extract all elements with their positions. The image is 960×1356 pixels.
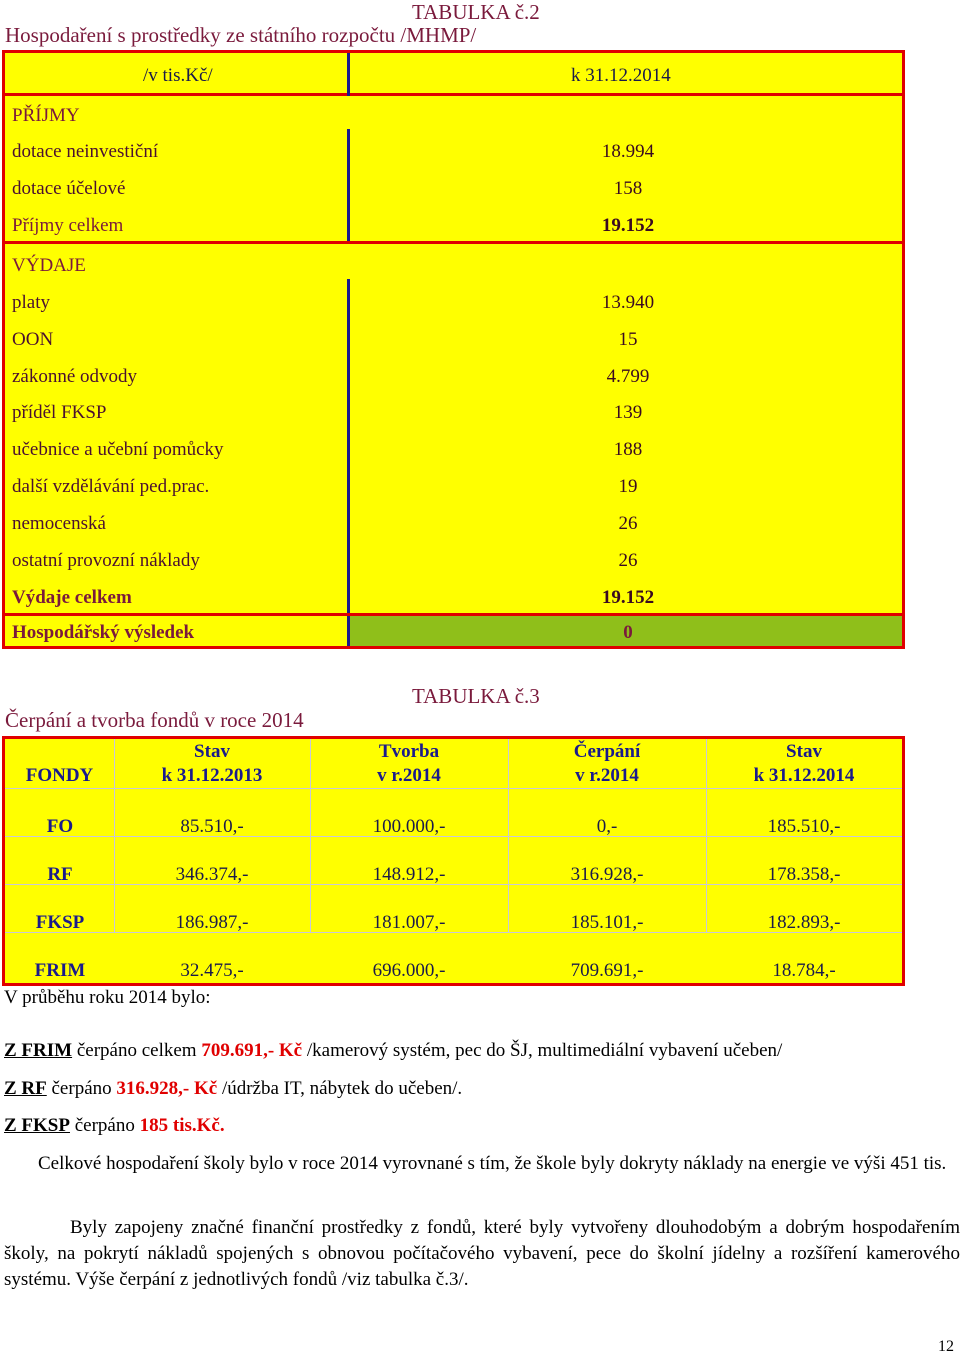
expense-value: 19 xyxy=(618,476,638,497)
note-frim-verb: čerpáno celkem xyxy=(72,1040,202,1061)
budget-table-header xyxy=(5,53,902,96)
expense-row xyxy=(5,402,902,439)
income-value: 18.994 xyxy=(601,141,655,162)
fund-creation: 181.007,- xyxy=(372,912,446,933)
expense-row xyxy=(5,439,902,476)
fund-drawing: 316.928,- xyxy=(570,864,644,885)
paragraph-funds: Byly zapojeny značné finanční prostředky z fondů, které byly vytvořeny dlouhodobým a dobrým hospodařením školy, na pokrytí nákladů spojených s obnovou počítačového vybavení, pece do školní jídelny a rozšíření kamerového systému. Výše čerpání z jednotlivých fondů /viz tabulka č.3/. xyxy=(4,1217,960,1290)
table3-caption: TABULKA č.3 xyxy=(412,684,540,708)
expense-label: platy xyxy=(12,292,50,313)
paragraph-summary: Celkové hospodaření školy bylo v roce 2014 vyrovnané s tím, že škole byly dokryty náklady na energie ve výši 451 tis. xyxy=(38,1153,947,1174)
note-fksp-detail: . xyxy=(219,1115,225,1136)
fund-name: FKSP xyxy=(35,912,85,933)
expense-row xyxy=(5,292,902,329)
note-frim xyxy=(4,1040,782,1062)
budget-table xyxy=(2,50,905,649)
expense-label: OON xyxy=(12,329,54,350)
note-fksp xyxy=(4,1115,225,1137)
header-start-1: Stav xyxy=(194,741,230,762)
fund-start: 346.374,- xyxy=(175,864,249,885)
fund-end: 178.358,- xyxy=(767,864,841,885)
header-creation-2: v r.2014 xyxy=(377,765,441,786)
expense-label: zákonné odvody xyxy=(12,366,138,387)
expense-row xyxy=(5,366,902,403)
note-rf-verb: čerpáno xyxy=(46,1078,117,1099)
fund-name: RF xyxy=(47,864,73,885)
expense-value: 26 xyxy=(618,550,638,571)
fund-creation: 148.912,- xyxy=(372,864,446,885)
expense-row xyxy=(5,476,902,513)
expense-label: nemocenská xyxy=(12,513,106,534)
unit-label: /v tis.Kč/ xyxy=(143,65,213,86)
expense-label: ostatní provozní náklady xyxy=(12,550,200,571)
header-end-2: k 31.12.2014 xyxy=(753,765,855,786)
note-frim-detail: /kamerový systém, pec do ŠJ, multimediální vybavení učeben/ xyxy=(302,1040,783,1061)
expense-label: učebnice a učební pomůcky xyxy=(12,439,224,460)
header-funds: FONDY xyxy=(25,765,94,786)
fund-creation: 100.000,- xyxy=(372,816,446,837)
expense-row xyxy=(5,329,902,366)
income-section-row xyxy=(5,96,902,130)
expense-value: 139 xyxy=(613,402,643,423)
income-total-label: Příjmy celkem xyxy=(12,215,124,236)
row-divider xyxy=(5,788,902,789)
expense-section-row xyxy=(5,241,902,279)
note-frim-fund: Z FRIM xyxy=(4,1040,73,1061)
fund-drawing: 0,- xyxy=(596,816,618,837)
table2-caption: TABULKA č.2 xyxy=(412,0,540,24)
expense-value: 188 xyxy=(613,439,643,460)
fund-start: 186.987,- xyxy=(175,912,249,933)
income-total-value: 19.152 xyxy=(601,215,655,236)
note-fksp-amount: 185 tis.Kč xyxy=(139,1115,220,1136)
fund-start: 32.475,- xyxy=(180,960,244,981)
column-divider xyxy=(347,53,350,96)
expense-label: příděl FKSP xyxy=(12,402,107,423)
fund-name: FO xyxy=(46,816,74,837)
table3-heading: Čerpání a tvorba fondů v roce 2014 xyxy=(5,708,304,732)
expense-total-value: 19.152 xyxy=(601,587,655,608)
fund-end: 18.784,- xyxy=(772,960,836,981)
fund-drawing: 709.691,- xyxy=(570,960,644,981)
header-creation-1: Tvorba xyxy=(378,741,440,762)
header-drawing-2: v r.2014 xyxy=(575,765,639,786)
notes-intro: V průběhu roku 2014 bylo: xyxy=(4,987,211,1008)
note-rf xyxy=(4,1078,462,1100)
expense-total-label: Výdaje celkem xyxy=(12,587,132,608)
note-frim-amount: 709.691,- Kč xyxy=(201,1040,303,1061)
income-row xyxy=(5,141,902,178)
note-fksp-fund: Z FKSP xyxy=(4,1115,70,1136)
page-number: 12 xyxy=(938,1338,954,1355)
expense-value: 15 xyxy=(618,329,638,350)
fund-end: 185.510,- xyxy=(767,816,841,837)
result-label: Hospodářský výsledek xyxy=(12,622,195,643)
income-section-label: PŘÍJMY xyxy=(12,105,80,126)
expense-row xyxy=(5,513,902,550)
expense-value: 13.940 xyxy=(601,292,655,313)
table2-heading: Hospodaření s prostředky ze státního rozpočtu /MHMP/ xyxy=(5,23,477,47)
funds-table xyxy=(2,736,905,986)
note-rf-fund: Z RF xyxy=(4,1078,47,1099)
expense-label: další vzdělávání ped.prac. xyxy=(12,476,210,497)
header-end-1: Stav xyxy=(786,741,822,762)
note-rf-detail: /údržba IT, nábytek do učeben/. xyxy=(217,1078,463,1099)
fund-creation: 696.000,- xyxy=(372,960,446,981)
income-value: 158 xyxy=(613,178,643,199)
income-label: dotace neinvestiční xyxy=(12,141,159,162)
header-start-2: k 31.12.2013 xyxy=(161,765,263,786)
expense-value: 26 xyxy=(618,513,638,534)
fund-end: 182.893,- xyxy=(767,912,841,933)
note-rf-amount: 316.928,- Kč xyxy=(116,1078,218,1099)
fund-drawing: 185.101,- xyxy=(570,912,644,933)
income-row xyxy=(5,178,902,215)
fund-start: 85.510,- xyxy=(180,816,244,837)
expense-value: 4.799 xyxy=(606,366,650,387)
header-drawing-1: Čerpání xyxy=(573,741,641,762)
result-value: 0 xyxy=(623,622,633,643)
date-header: k 31.12.2014 xyxy=(571,65,671,86)
income-label: dotace účelové xyxy=(12,178,126,199)
expense-section-label: VÝDAJE xyxy=(12,255,86,276)
fund-name: FRIM xyxy=(34,960,86,981)
note-fksp-verb: čerpáno xyxy=(69,1115,140,1136)
expense-row xyxy=(5,550,902,587)
